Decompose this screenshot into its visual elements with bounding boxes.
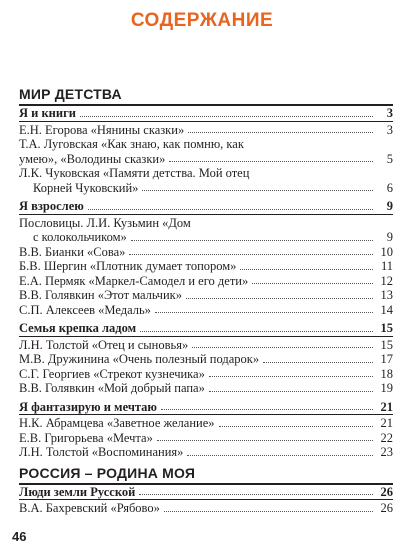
dot-leader <box>88 209 373 210</box>
group-title: Семья крепка ладом <box>19 321 137 335</box>
page-number: 46 <box>12 529 27 544</box>
dot-leader <box>129 254 373 255</box>
entry-text: Е.Н. Егорова «Нянины сказки» <box>19 122 185 137</box>
entry-text: Н.К. Абрамцева «Заветное желание» <box>19 416 215 430</box>
toc-entry[interactable] <box>19 445 393 460</box>
toc-entry[interactable] <box>19 501 393 516</box>
entry-text: С.П. Алексеев «Медаль» <box>19 302 151 317</box>
toc-entry[interactable] <box>19 338 393 353</box>
dot-leader <box>209 376 373 377</box>
page-ref: 17 <box>380 352 393 366</box>
entry-text: Л.Н. Толстой «Отец и сыновья» <box>19 337 189 352</box>
page-ref: 26 <box>380 484 393 499</box>
dot-leader <box>161 409 373 410</box>
entry-text-cont: Корней Чуковский» <box>33 180 139 195</box>
entry-text: С.Г. Георгиев «Стрекот кузнечика» <box>19 366 205 381</box>
page-ref: 5 <box>386 151 393 166</box>
dot-leader <box>164 511 373 512</box>
page-ref: 6 <box>386 180 393 195</box>
toc-entry[interactable] <box>19 123 393 138</box>
page-ref: 26 <box>380 501 393 515</box>
group-rule <box>19 214 393 215</box>
dot-leader <box>240 269 373 270</box>
entry-text: В.А. Бахревский «Рябово» <box>19 501 160 515</box>
page-ref: 11 <box>380 259 393 273</box>
toc-entry[interactable] <box>19 137 393 166</box>
toc-entry[interactable] <box>19 352 393 367</box>
toc-entry[interactable] <box>19 367 393 382</box>
dot-leader <box>140 331 373 332</box>
page-ref: 14 <box>380 302 393 317</box>
page-ref: 3 <box>386 106 393 120</box>
entry-text-cont: умею», «Володины сказки» <box>19 151 166 166</box>
dot-leader <box>169 161 373 162</box>
dot-leader <box>263 362 373 363</box>
dot-leader <box>209 391 373 392</box>
group-entry[interactable] <box>19 199 393 214</box>
dot-leader <box>131 240 373 241</box>
entry-text: Пословицы. Л.И. Кузьмин «Дом <box>19 215 191 230</box>
entry-text-cont: с колокольчиком» <box>33 230 127 244</box>
group-rule <box>19 121 393 122</box>
group-entry[interactable] <box>19 106 393 121</box>
dot-leader <box>155 312 373 313</box>
group-rule <box>19 336 393 337</box>
entry-text: Е.В. Григорьева «Мечта» <box>19 430 153 445</box>
page-ref: 13 <box>380 288 393 302</box>
group-entry[interactable] <box>19 321 393 336</box>
entry-text: Т.А. Луговская «Как знаю, как помню, как <box>19 137 244 151</box>
toc-entry[interactable] <box>19 274 393 289</box>
group-rule <box>19 499 393 500</box>
dot-leader <box>142 190 373 191</box>
page-ref: 9 <box>386 199 393 213</box>
page-ref: 21 <box>380 399 393 414</box>
page-ref: 9 <box>386 230 393 244</box>
section-heading: РОССИЯ – РОДИНА МОЯ <box>19 464 196 481</box>
entry-text: М.В. Дружинина «Очень полезный подарок» <box>19 352 260 366</box>
table-of-contents <box>19 85 393 516</box>
entry-text: В.В. Голявкин «Этот мальчик» <box>19 288 182 302</box>
group-entry[interactable] <box>19 400 393 415</box>
page-ref: 18 <box>380 366 393 381</box>
group-title: Я фантазирую и мечтаю <box>19 399 157 414</box>
dot-leader <box>157 440 373 441</box>
toc-entry[interactable] <box>19 216 393 245</box>
page-ref: 15 <box>380 337 393 352</box>
toc-entry[interactable] <box>19 303 393 318</box>
entry-text: Л.К. Чуковская «Памяти детства. Мой отец <box>19 166 250 180</box>
toc-entry[interactable] <box>19 259 393 274</box>
dot-leader <box>80 116 373 117</box>
page-title: СОДЕРЖАНИЕ <box>130 10 274 31</box>
page-ref: 12 <box>380 273 393 288</box>
entry-text: В.В. Бианки «Сова» <box>19 244 126 259</box>
dot-leader <box>188 132 373 133</box>
group-rule <box>19 414 393 415</box>
page-ref: 19 <box>380 381 393 395</box>
entry-text: Е.А. Пермяк «Маркел-Самодел и его дети» <box>19 273 249 288</box>
toc-entry[interactable] <box>19 245 393 260</box>
toc-entry[interactable] <box>19 416 393 431</box>
dot-leader <box>187 455 373 456</box>
section-heading: МИР ДЕТСТВА <box>19 86 122 102</box>
toc-entry[interactable] <box>19 288 393 303</box>
group-entry[interactable] <box>19 485 393 500</box>
group-title: Я взрослею <box>19 199 84 213</box>
page-ref: 22 <box>380 430 393 445</box>
group-title: Я и книги <box>19 106 76 120</box>
dot-leader <box>192 347 373 348</box>
page-ref: 15 <box>380 321 393 335</box>
page-ref: 23 <box>380 445 393 459</box>
group-title: Люди земли Русской <box>19 484 136 499</box>
toc-entry[interactable] <box>19 166 393 195</box>
toc-entry[interactable] <box>19 431 393 446</box>
page-ref: 21 <box>380 416 393 430</box>
entry-text: Л.Н. Толстой «Воспоминания» <box>19 445 184 459</box>
entry-text: В.В. Голявкин «Мой добрый папа» <box>19 381 205 395</box>
dot-leader <box>219 426 374 427</box>
page-ref: 10 <box>380 244 393 259</box>
page-ref: 3 <box>386 122 393 137</box>
dot-leader <box>139 494 373 495</box>
dot-leader <box>252 283 373 284</box>
entry-text: Б.В. Шергин «Плотник думает топором» <box>19 259 237 273</box>
dot-leader <box>186 298 373 299</box>
toc-entry[interactable] <box>19 381 393 396</box>
